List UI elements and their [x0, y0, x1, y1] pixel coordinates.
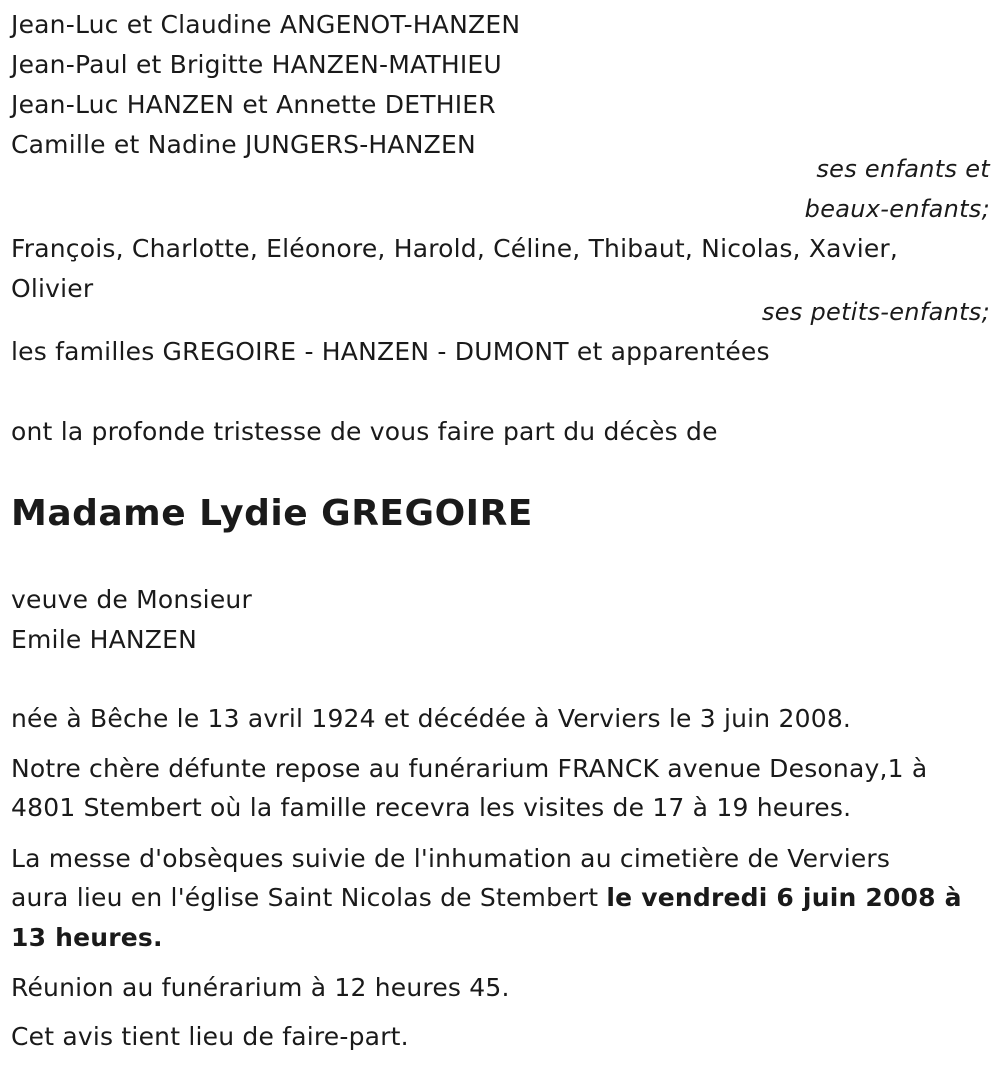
widow-line-1: veuve de Monsieur [11, 585, 252, 614]
mass-date: le vendredi 6 juin 2008 à [606, 883, 962, 912]
mass-line-1: La messe d'obsèques suivie de l'inhumation au cimetière de Verviers [11, 844, 891, 873]
child-line-3: Jean-Luc HANZEN et Annette DETHIER [11, 90, 496, 119]
child-line-4: Camille et Nadine JUNGERS-HANZEN [11, 130, 476, 159]
children-role-line-1: ses enfants et [816, 155, 990, 183]
child-line-2: Jean-Paul et Brigitte HANZEN-MATHIEU [11, 50, 502, 79]
notice-line: Cet avis tient lieu de faire-part. [11, 1022, 409, 1051]
deceased-name: Madame Lydie GREGOIRE [11, 493, 533, 534]
families-line: les familles GREGOIRE - HANZEN - DUMONT et apparentées [11, 337, 770, 366]
child-line-1: Jean-Luc et Claudine ANGENOT-HANZEN [11, 10, 521, 39]
birth-death-line: née à Bêche le 13 avril 1924 et décédée à Verviers le 3 juin 2008. [11, 704, 852, 733]
grandchildren-line-2: Olivier [11, 274, 94, 303]
mass-line-2-text: aura lieu en l'église Saint Nicolas de Stembert [11, 883, 607, 912]
rest-line-2: 4801 Stembert où la famille recevra les visites de 17 à 19 heures. [11, 793, 852, 822]
rest-line-1: Notre chère défunte repose au funérarium FRANCK avenue Desonay,1 à [11, 754, 928, 783]
meeting-line: Réunion au funérarium à 12 heures 45. [11, 973, 510, 1002]
announcement-line: ont la profonde tristesse de vous faire part du décès de [11, 417, 718, 446]
grandchildren-line-1: François, Charlotte, Eléonore, Harold, Céline, Thibaut, Nicolas, Xavier, [11, 234, 899, 263]
mass-line-2 [11, 883, 962, 913]
widow-line-2: Emile HANZEN [11, 625, 197, 654]
grandchildren-role: ses petits-enfants; [761, 298, 990, 326]
children-role-line-2: beaux-enfants; [804, 195, 990, 223]
mass-time: 13 heures. [11, 923, 163, 952]
